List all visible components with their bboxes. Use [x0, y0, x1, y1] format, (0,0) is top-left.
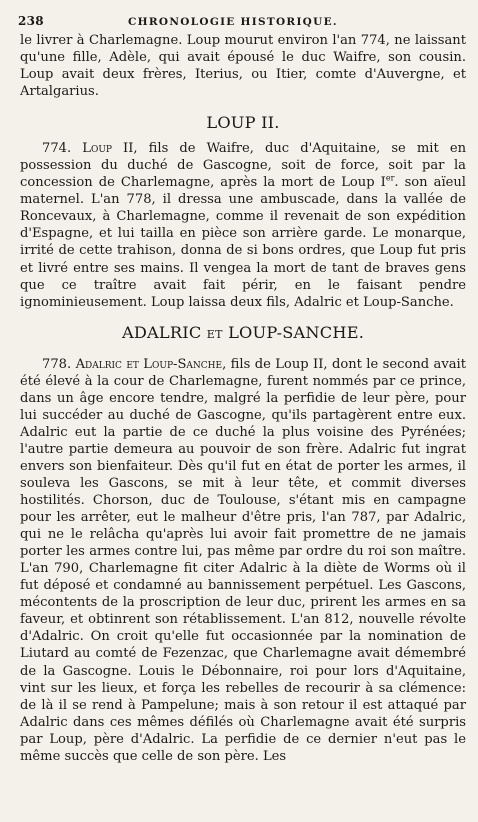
heading-adalric-et: ET: [206, 327, 223, 341]
book-page: [20, 6, 466, 818]
loup-ii-superscript: er: [385, 173, 395, 183]
running-head: CHRONOLOGIE HISTORIQUE.: [128, 16, 338, 28]
adalric-text: fils de Loup II, dont le second avait été élevé à la cour de Charlemagne, furent nommés par ce prince, dans un âge encore tendre, malgré la perfidie de leur père, pour lui succéder au duché de Gascogne, qu'ils partagèrent entre eux. Adalric eut la partie de ce duché la plus voisine des Pyrénées; l'autre partie demeura au pouvoir de son frère. Adalric fut ingrat envers son bienfaiteur. Dès qu'il fut en état de porter les armes, il souleva les Gascons, se mit à leur tête, et commit diverses hostilités. Chorson, duc de Toulouse, s'étant mis en campagne pour les arrêter, eut le malheur d'être pris, l'an 787, par Adalric, qui ne le relâcha qu'après lui avoir fait promettre de ne jamais porter les armes contre lui, pas même par ordre du roi son maître. L'an 790, Charlemagne fit citer Adalric à la diète de Worms où il fut déposé et condamné au bannissement perpétuel. Les Gascons, mécontents de la proscription de leur duc, prirent les armes en sa faveur, et obtinrent son rétablissement. L'an 812, nouvelle révolte d'Adalric. On croit qu'elle fut occasionnée par la nomination de Liutard au comté de Fezenzac, que Charlemagne avait démembré de la Gascogne. Louis le Débonnaire, roi pour lors d'Aquitaine, vint sur les lieux, et força les rebelles de recourir à sa clémence: de là il se rend à Pampelune; mais à son retour il est attaqué par Adalric dans ces mêmes défilés où Charlemagne avait été surpris par Loup, père d'Adalric. La perfidie de ce dernier n'eut pas le même succès que celle de son père. Les: [20, 356, 466, 764]
loup-ii-year: 774.: [42, 141, 72, 157]
loup-ii-paragraph: [20, 140, 466, 310]
adalric-year: 778.: [42, 356, 72, 372]
loup-ii-text-b: . son aïeul maternel. L'an 778, il dressa une ambuscade, dans la vallée de Roncevaux, à Charlemagne, comme il revenait de son expédition d'Espagne, et lui tailla en pièce son arrière garde. Le monarque, irrité de cette trahison, donna de si bons ordres, que Loup fut pris et livré entre ses mains. Il vengea la mort de tant de braves gens que ce traître avait fait périr, en le faisant pendre ignominieusement. Loup laissa deux fils, Adalric et Loup-Sanche.: [20, 175, 466, 310]
adalric-names: Adalric et Loup-Sanche,: [75, 356, 227, 372]
heading-adalric-part2: LOUP-SANCHE.: [228, 322, 365, 342]
page-header: [20, 6, 466, 32]
loup-ii-name: Loup II,: [82, 141, 138, 157]
page-number: 238: [18, 14, 44, 28]
intro-paragraph: le livrer à Charlemagne. Loup mourut environ l'an 774, ne laissant qu'une fille, Adèle, qui avait épousé le duc Waifre, son cousin. Loup avait deux frères, Iterius, ou Itier, comte d'Auvergne, et Artalgarius.: [20, 33, 466, 100]
adalric-paragraph: [20, 356, 466, 765]
section-heading-adalric: [20, 324, 466, 344]
section-heading-loup-ii: LOUP II.: [206, 113, 280, 133]
loup-ii-text-a: fils de Waifre, duc d'Aquitaine, se mit en possession du duché de Gascogne, soit de force, soit par la concession de Charlemagne, après la mort de Loup I: [20, 141, 467, 191]
heading-adalric-part1: ADALRIC: [121, 322, 202, 342]
